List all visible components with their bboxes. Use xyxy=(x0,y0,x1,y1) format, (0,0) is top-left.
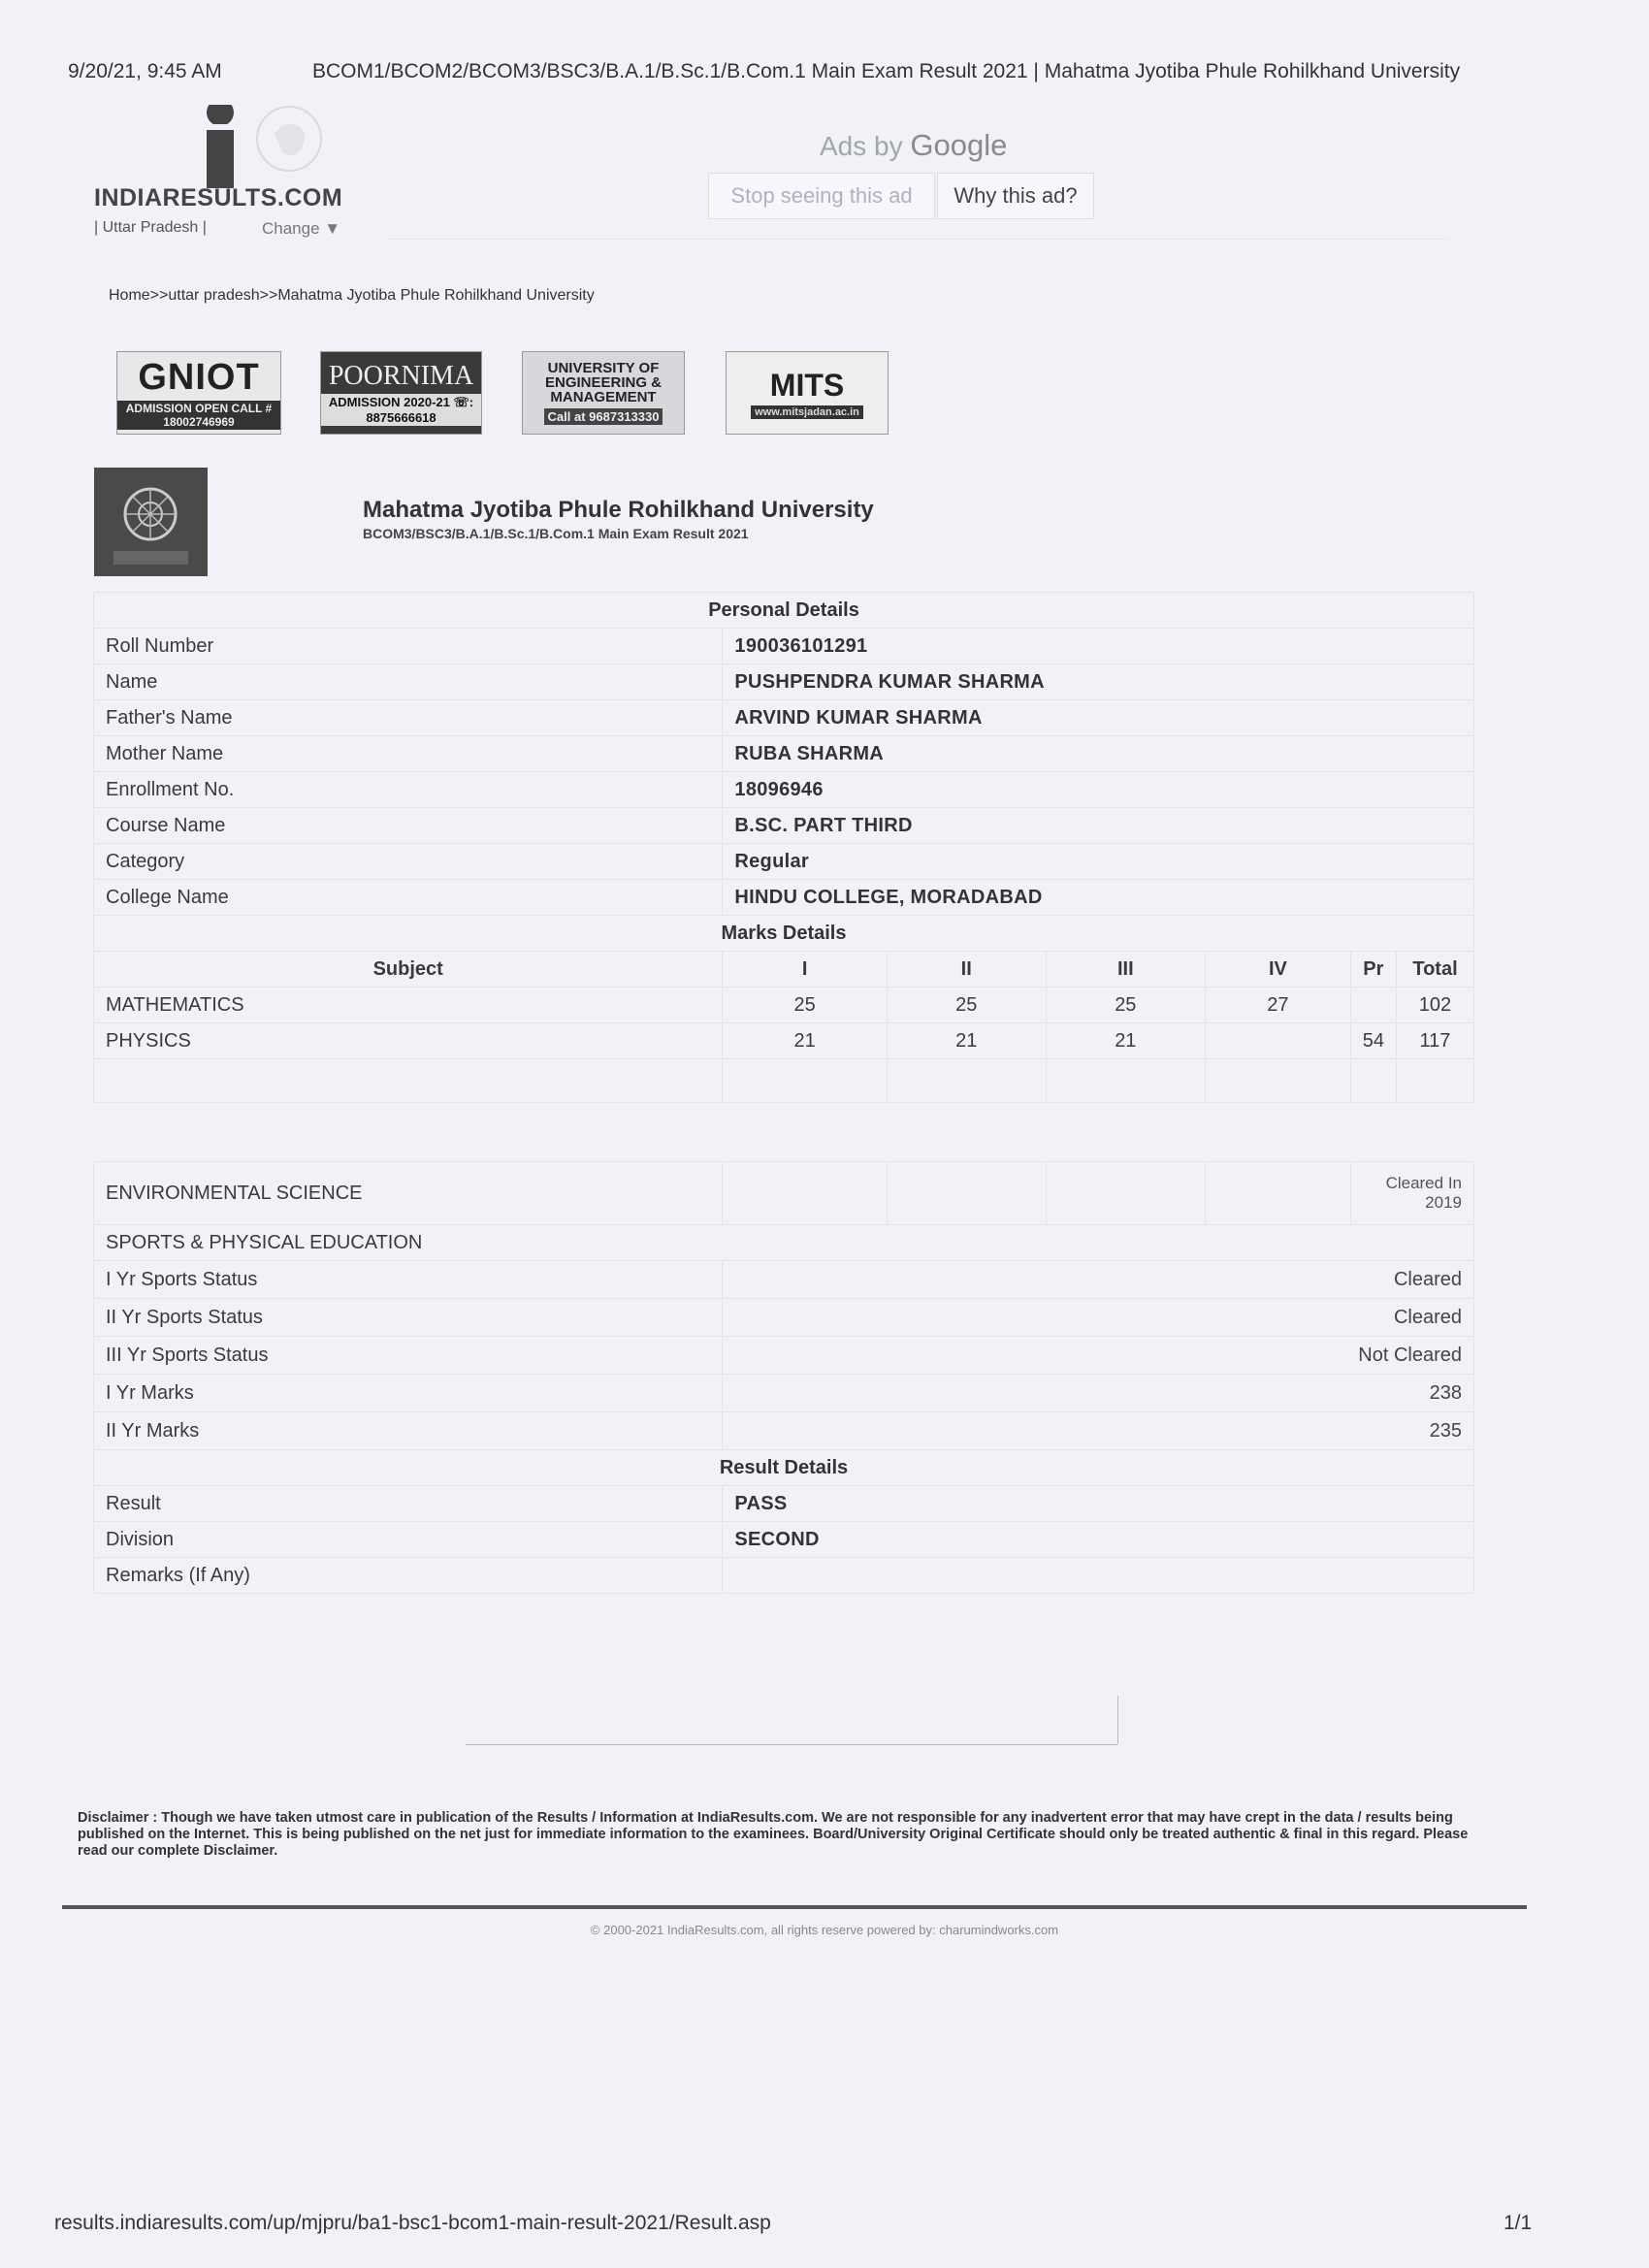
banner-title: GNIOT xyxy=(138,356,260,398)
course-value: B.SC. PART THIRD xyxy=(723,808,1474,844)
table-row xyxy=(94,700,1474,736)
col-iii: III xyxy=(1046,952,1206,988)
environmental-status: Cleared In 2019 xyxy=(1350,1162,1473,1225)
personal-details-heading: Personal Details xyxy=(94,593,1474,629)
table-row xyxy=(94,664,1474,700)
print-page-number: 1/1 xyxy=(1504,2212,1533,2234)
college-value: HINDU COLLEGE, MORADABAD xyxy=(723,880,1474,916)
table-row xyxy=(94,736,1474,772)
subject-name: ENVIRONMENTAL SCIENCE xyxy=(94,1162,723,1225)
spacer-row xyxy=(94,1103,1474,1162)
table-row xyxy=(94,808,1474,844)
mark-ii: 21 xyxy=(887,1023,1046,1059)
disclaimer-text[interactable]: Disclaimer : Though we have taken utmost care in publication of the Results / Information at IndiaResults.com. We are not responsible for any inadvertent error that may have crept in the data / results being published on the Internet. This is being published on the net just for immediate information to the examinees. Board/University Original Certificate should only be treated authentic & final in this regard. Please read our complete Disclaimer. xyxy=(78,1810,1469,1859)
site-logo-text: INDIARESULTS.COM xyxy=(94,184,343,211)
divider xyxy=(1117,1696,1118,1744)
row-label: Name xyxy=(94,664,723,700)
copyright-text: © 2000-2021 IndiaResults.com, all rights reserve powered by: charumindworks.com xyxy=(590,1923,1059,1937)
banner-uem[interactable] xyxy=(522,351,685,435)
mark-total: 102 xyxy=(1396,988,1473,1023)
row-label: Enrollment No. xyxy=(94,772,723,808)
row-label: College Name xyxy=(94,880,723,916)
col-ii: II xyxy=(887,952,1046,988)
sports-marks-value: 238 xyxy=(723,1375,1474,1412)
table-row xyxy=(94,1522,1474,1558)
table-row xyxy=(94,1558,1474,1594)
empty-row xyxy=(94,1059,1474,1103)
table-row xyxy=(94,1486,1474,1522)
banner-subtitle: ADMISSION OPEN CALL # 18002746969 xyxy=(117,401,280,430)
table-row xyxy=(94,1337,1474,1375)
table-row xyxy=(94,1299,1474,1337)
banner-subtitle: Call at 9687313330 xyxy=(544,408,663,425)
sports-heading: SPORTS & PHYSICAL EDUCATION xyxy=(94,1225,1474,1261)
sports-status-value: Cleared xyxy=(723,1299,1474,1337)
row-label: III Yr Sports Status xyxy=(94,1337,723,1375)
row-label: Result xyxy=(94,1486,723,1522)
mark-i: 25 xyxy=(723,988,888,1023)
mark-pr: 54 xyxy=(1350,1023,1396,1059)
row-label: I Yr Marks xyxy=(94,1375,723,1412)
subject-name: PHYSICS xyxy=(94,1023,723,1059)
row-label: Category xyxy=(94,844,723,880)
mark-i: 21 xyxy=(723,1023,888,1059)
result-details-heading: Result Details xyxy=(94,1450,1474,1486)
mark-iii: 25 xyxy=(1046,988,1206,1023)
banner-title: UNIVERSITY OF ENGINEERING & MANAGEMENT xyxy=(544,360,662,405)
row-label: Remarks (If Any) xyxy=(94,1558,723,1594)
change-state-link[interactable]: Change ▼ xyxy=(262,219,341,238)
banner-gniot[interactable] xyxy=(116,351,281,435)
marks-header-row xyxy=(94,952,1474,988)
footer-divider xyxy=(62,1905,1527,1909)
stop-seeing-ad-button[interactable]: Stop seeing this ad xyxy=(708,173,935,219)
name-value: PUSHPENDRA KUMAR SHARMA xyxy=(723,664,1474,700)
mark-total: 117 xyxy=(1396,1023,1473,1059)
remarks-value xyxy=(723,1558,1474,1594)
col-total: Total xyxy=(1396,952,1473,988)
university-name: Mahatma Jyotiba Phule Rohilkhand University xyxy=(363,497,874,523)
india-map-icon xyxy=(255,105,323,173)
banner-title: POORNIMA xyxy=(328,360,474,391)
col-subject: Subject xyxy=(94,952,723,988)
row-label: I Yr Sports Status xyxy=(94,1261,723,1299)
table-row xyxy=(94,1023,1474,1059)
mark-ii: 25 xyxy=(887,988,1046,1023)
table-row xyxy=(94,1412,1474,1450)
col-iv: IV xyxy=(1206,952,1351,988)
mark-iv: 27 xyxy=(1206,988,1351,1023)
print-page-title: BCOM1/BCOM2/BCOM3/BSC3/B.A.1/B.Sc.1/B.Com.1 Main Exam Result 2021 | Mahatma Jyotiba Phule Rohilkhand University xyxy=(312,60,1461,82)
row-label: Father's Name xyxy=(94,700,723,736)
state-label: | Uttar Pradesh | xyxy=(94,219,207,236)
division-value: SECOND xyxy=(723,1522,1474,1558)
mark-iii: 21 xyxy=(1046,1023,1206,1059)
table-row xyxy=(94,1375,1474,1412)
mother-name-value: RUBA SHARMA xyxy=(723,736,1474,772)
why-this-ad-button[interactable]: Why this ad? xyxy=(937,173,1094,219)
table-row xyxy=(94,880,1474,916)
row-label: Division xyxy=(94,1522,723,1558)
col-pr: Pr xyxy=(1350,952,1396,988)
father-name-value: ARVIND KUMAR SHARMA xyxy=(723,700,1474,736)
banner-title: MITS xyxy=(769,367,845,403)
marks-details-heading: Marks Details xyxy=(94,916,1474,952)
ads-by-label: Ads by xyxy=(820,131,903,161)
row-label: Course Name xyxy=(94,808,723,844)
roll-number-value: 190036101291 xyxy=(723,629,1474,664)
table-row xyxy=(94,772,1474,808)
print-url: results.indiaresults.com/up/mjpru/ba1-bsc1-bcom1-main-result-2021/Result.asp xyxy=(54,2212,771,2234)
breadcrumb[interactable]: Home>>uttar pradesh>>Mahatma Jyotiba Phule Rohilkhand University xyxy=(109,287,595,304)
table-row xyxy=(94,629,1474,664)
google-label: Google xyxy=(910,128,1008,162)
sports-status-value: Not Cleared xyxy=(723,1337,1474,1375)
enrollment-value: 18096946 xyxy=(723,772,1474,808)
print-datetime: 9/20/21, 9:45 AM xyxy=(68,60,222,82)
banner-mits[interactable] xyxy=(726,351,889,435)
university-emblem-icon xyxy=(94,468,208,576)
category-value: Regular xyxy=(723,844,1474,880)
table-row xyxy=(94,844,1474,880)
table-row xyxy=(94,1225,1474,1261)
table-row xyxy=(94,988,1474,1023)
mark-iv xyxy=(1206,1023,1351,1059)
row-label: II Yr Marks xyxy=(94,1412,723,1450)
divider xyxy=(466,1744,1117,1745)
table-row xyxy=(94,1261,1474,1299)
result-table xyxy=(93,592,1474,1594)
row-label: Roll Number xyxy=(94,629,723,664)
banner-subtitle: www.mitsjadan.ac.in xyxy=(751,405,863,419)
indiaresults-logo-icon xyxy=(199,105,242,188)
banner-poornima[interactable] xyxy=(320,351,482,435)
ads-by-google xyxy=(820,128,1007,163)
banner-subtitle: ADMISSION 2020-21 ☏: 8875666618 xyxy=(321,394,481,426)
site-logo[interactable] xyxy=(92,105,354,241)
header-divider xyxy=(388,239,1447,240)
table-row xyxy=(94,1162,1474,1225)
row-label: Mother Name xyxy=(94,736,723,772)
result-value: PASS xyxy=(723,1486,1474,1522)
sports-status-value: Cleared xyxy=(723,1261,1474,1299)
row-label: II Yr Sports Status xyxy=(94,1299,723,1337)
mark-pr xyxy=(1350,988,1396,1023)
exam-subtitle: BCOM3/BSC3/B.A.1/B.Sc.1/B.Com.1 Main Exam Result 2021 xyxy=(363,526,749,541)
subject-name: MATHEMATICS xyxy=(94,988,723,1023)
sports-marks-value: 235 xyxy=(723,1412,1474,1450)
col-i: I xyxy=(723,952,888,988)
university-emblem xyxy=(94,468,208,576)
